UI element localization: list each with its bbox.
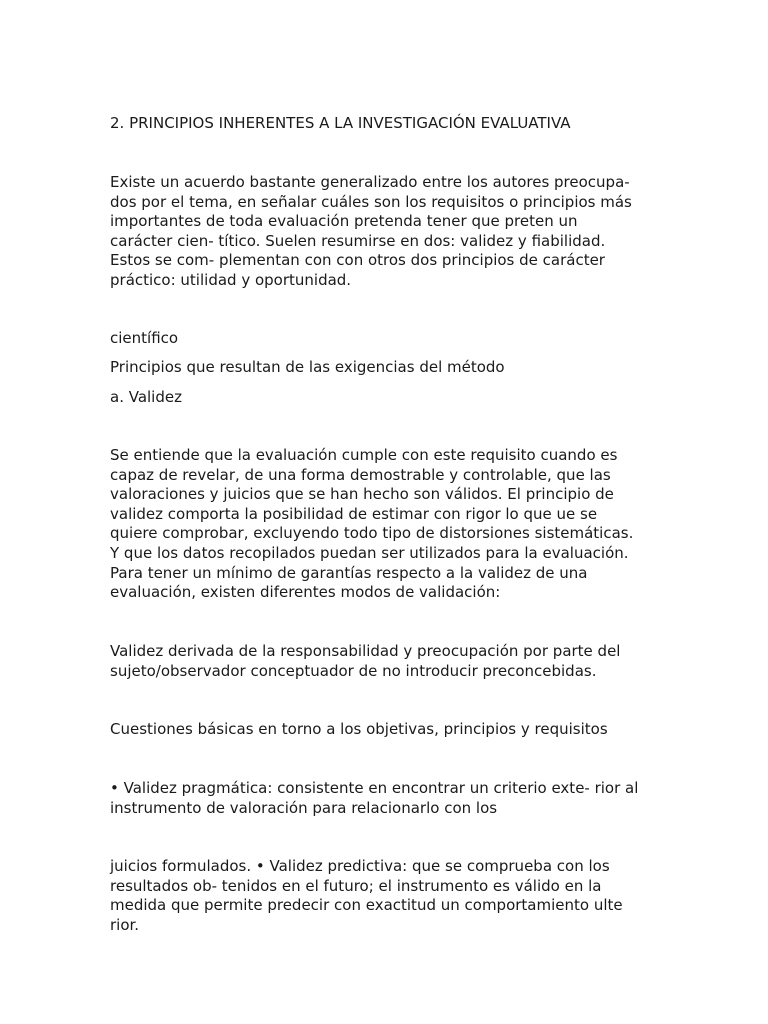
paragraph-line: evaluación, existen diferentes modos de validación: [110, 583, 501, 602]
text-line: científico [110, 329, 179, 347]
paragraph-line: sujeto/observador conceptuador de no introducir preconcebidas. [110, 661, 597, 680]
paragraph-line: práctico: utilidad y oportunidad. [110, 270, 352, 289]
heading-line: 2. PRINCIPIOS INHERENTES A LA INVESTIGACIÓN EVALUATIVA [110, 114, 571, 132]
paragraph-line: valoraciones y juicios que se han hecho son válidos. El principio de [110, 485, 614, 504]
text-line: Cuestiones básicas en torno a los objetivas, principios y requisitos [110, 720, 608, 738]
paragraph-line: resultados ob- tenidos en el futuro; el instrumento es válido en la [110, 876, 602, 895]
cuestiones-line [110, 720, 670, 740]
paragraph-pragmatica [110, 779, 670, 818]
paragraph-line: Y que los datos recopilados puedan ser utilizados para la evaluación. [110, 543, 629, 562]
paragraph-line: juicios formulados. • Validez predictiva: que se comprueba con los [110, 857, 610, 875]
paragraph-line: validez comporta la posibilidad de estimar con rigor lo que ue se [110, 504, 598, 523]
paragraph-intro [110, 173, 670, 291]
paragraph-line: Estos se com- plementan con con otros dos principios de carácter [110, 251, 605, 270]
paragraph-line: Para tener un mínimo de garantías respecto a la validez de una [110, 563, 588, 582]
paragraph-derivada [110, 642, 670, 681]
paragraph-line: medida que permite predecir con exactitud un comportamiento ulte [110, 896, 623, 915]
paragraph-line: capaz de revelar, de una forma demostrable y controlable, que las [110, 465, 611, 484]
validez-subheading [110, 388, 670, 408]
paragraph-line: Validez derivada de la responsabilidad y preocupación por parte del [110, 642, 621, 660]
paragraph-line: instrumento de valoración para relacionarlo con los [110, 798, 498, 817]
text-line: Principios que resultan de las exigencias del método [110, 358, 505, 376]
text-line: a. Validez [110, 388, 182, 406]
paragraph-validez [110, 446, 670, 603]
paragraph-line: importantes de toda evaluación pretenda tener que preten un [110, 212, 578, 231]
paragraph-line: quiere comprobar, excluyendo todo tipo de distorsiones sistemáticas. [110, 524, 634, 543]
paragraph-line: rior. [110, 915, 140, 934]
paragraph-line: Se entiende que la evaluación cumple con este requisito cuando es [110, 446, 618, 464]
cientifico-line [110, 329, 670, 349]
paragraph-line: carácter cien- títico. Suelen resumirse en dos: validez y fiabilidad. [110, 231, 606, 250]
section-heading [110, 114, 670, 134]
paragraph-line: dos por el tema, en señalar cuáles son los requisitos o principios más [110, 192, 632, 211]
paragraph-predictiva [110, 857, 670, 935]
principios-line [110, 358, 670, 378]
paragraph-line: Existe un acuerdo bastante generalizado entre los autores preocupa- [110, 173, 630, 191]
paragraph-line: • Validez pragmática: consistente en encontrar un criterio exte- rior al [110, 779, 639, 797]
